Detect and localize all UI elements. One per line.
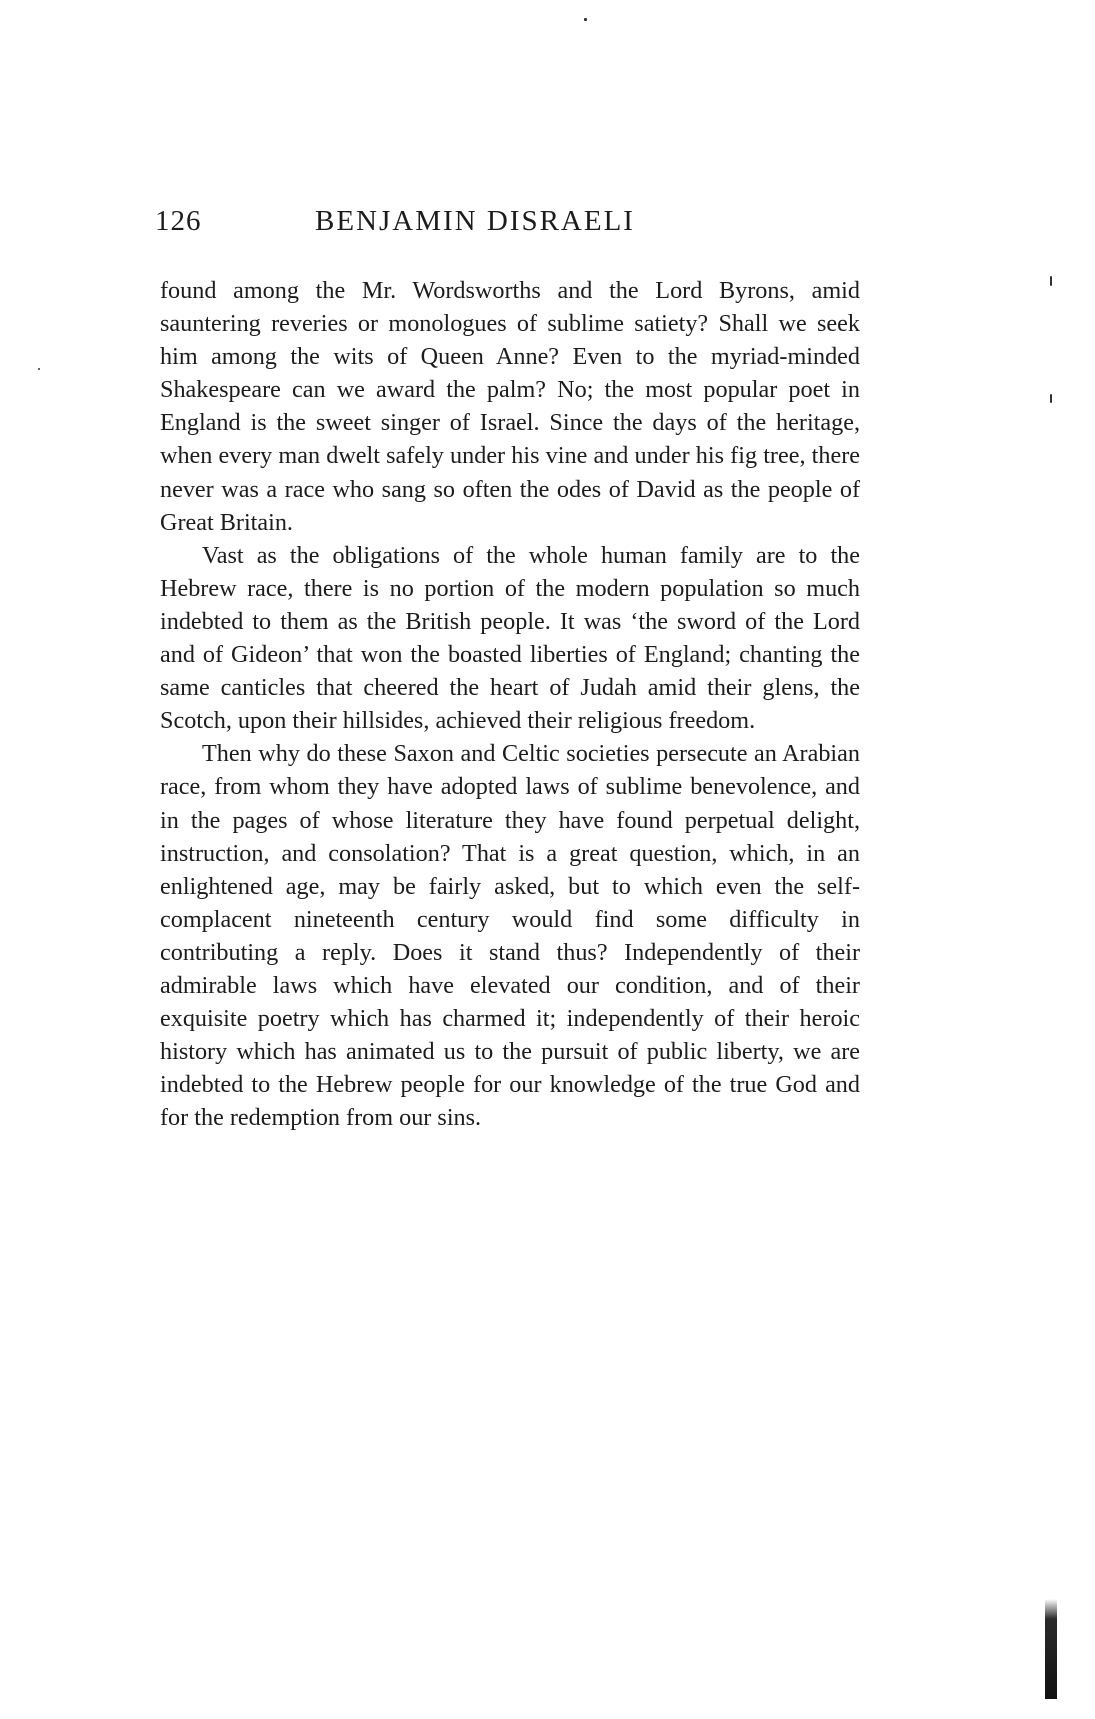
paragraph-3: Then why do these Saxon and Celtic societies persecute an Arabian race, from whom they have adopted laws of sublime benevolence, and in the pages of whose literature they have found perpetual delight, instruction, and consolation? That is a great question, which, in an enlightened age, may be fairly asked, but to which even the self-complacent nineteenth century would find some difficulty in contributing a reply. Does it stand thus? Independently of their admirable laws which have elevated our condition, and of their exquisite poetry which has charmed it; independently of their heroic history which has animated us to the pursuit of public liberty, we are indebted to the Hebrew people for our knowledge of the true God and for the redemption from our sins. [160,740,860,1132]
page-number: 126 [155,205,202,237]
paragraph-1: found among the Mr. Wordsworths and the Lord Byrons, amid sauntering reveries or monologues of sublime satiety? Shall we seek him among the wits of Queen Anne? Even to the myriad-minded Shakespeare can we award the palm? No; the most popular poet in England is the sweet singer of Israel. Since the days of the heritage, when every man dwelt safely under his vine and under his fig tree, there never was a race who sang so often the odes of David as the people of Great Britain. [160,277,860,536]
scan-speck [1050,276,1052,286]
page-edge-mark [1045,1599,1057,1699]
scan-speck [1050,394,1052,403]
body-text [160,274,860,1134]
paragraph-2: Vast as the obligations of the whole human family are to the Hebrew race, there is no portion of the modern population so much indebted to them as the British people. It was ‘the sword of the Lord and of Gideon’ that won the boasted liberties of England; chanting the same canticles that cheered the heart of Judah amid their glens, the Scotch, upon their hillsides, achieved their religious freedom. [160,541,860,735]
running-title: BENJAMIN DISRAELI [315,205,635,237]
scan-speck [38,368,40,370]
page-header [155,205,855,245]
scan-speck [584,18,587,21]
